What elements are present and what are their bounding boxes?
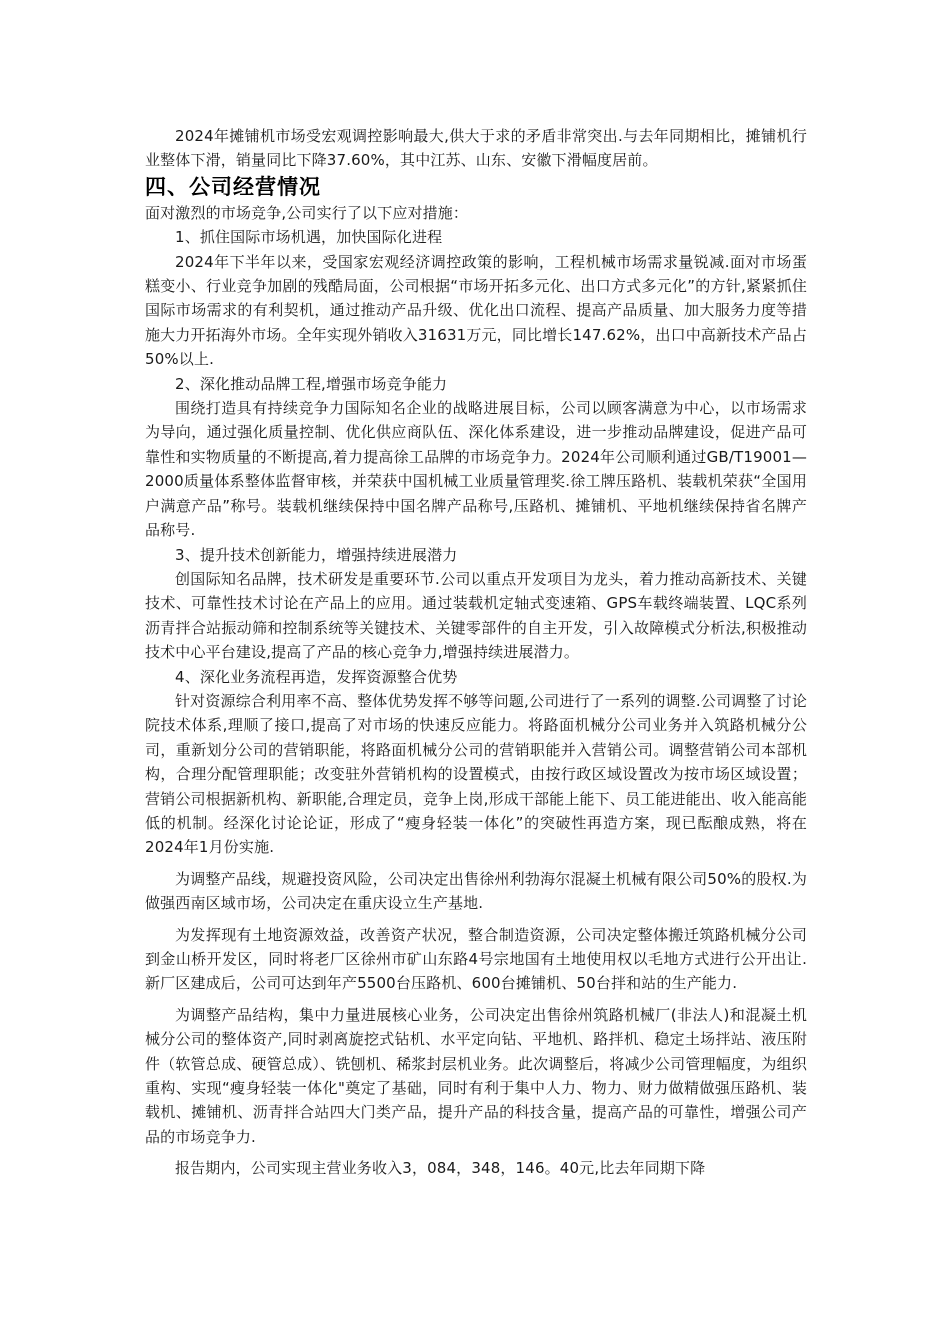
item-title-1: 1、抓住国际市场机遇，加快国际化进程 [175,228,443,247]
item-body-4: 针对资源综合利用率不高、整体优势发挥不够等问题,公司进行了一系列的调整.公司调整了讨论院技术体系,理顺了接口,提高了对市场的快速反应能力。将路面机械分公司业务并入筑路机械分公司，重新划分公司的营销职能，将路面机械分公司的营销职能并入营销公司。调整营销公司本部机构，合理分配管理职能；改变驻外营销机构的设置模式，由按行政区域设置改为按市场区域设置；营销公司根据新机构、新职能,合理定员，竞争上岗,形成干部能上能下、员工能进能出、收入能高能低的机制。经深化讨论论证，形成了“瘦身轻装一体化”的突破性再造方案，现已酝酿成熟，将在2024年1月份实施. [145,691,807,857]
item-body-1: 2024年下半年以来，受国家宏观经济调控政策的影响，工程机械市场需求量锐减.面对市场蛋糕变小、行业竞争加剧的残酷局面，公司根据“市场开拓多元化、出口方式多元化”的方针,紧紧抓住国际市场需求的有利契机，通过推动产品升级、优化出口流程、提高产品质量、加大服务力度等措施大力开拓海外市场。全年实现外销收入31631万元，同比增长147.62%，出口中高新技术产品占50%以上. [145,252,807,369]
document-body [145,124,807,1181]
item-body-3: 创国际知名品牌，技术研发是重要环节.公司以重点开发项目为龙头，着力推动高新技术、关键技术、可靠性技术讨论在产品上的应用。通过装载机定轴式变速箱、GPS车载终端装置、LQC系列沥青拌合站振动筛和控制系统等关键技术、关键零部件的自主开发，引入故障模式分析法,积极推动技术中心平台建设,提高了产品的核心竞争力,增强持续进展潜力。 [145,569,807,662]
item-body-2: 围绕打造具有持续竞争力国际知名企业的战略进展目标，公司以顾客满意为中心，以市场需求为导向，通过强化质量控制、优化供应商队伍、深化体系建设，进一步推动品牌建设，促进产品可靠性和实物质量的不断提高,着力提高徐工品牌的市场竞争力。2024年公司顺利通过GB/T19001—2000质量体系整体监督审核，并荣获中国机械工业质量管理奖.徐工牌压路机、装载机荣获“全国用户满意产品”称号。装载机继续保持中国名牌产品称号,压路机、摊铺机、平地机继续保持省名牌产品称号. [145,399,807,540]
extra-paragraph-1: 为调整产品线，规避投资风险，公司决定出售徐州利勃海尔混凝土机械有限公司50%的股权.为做强西南区域市场，公司决定在重庆设立生产基地. [145,869,807,913]
intro-paragraph: 2024年摊铺机市场受宏观调控影响最大,供大于求的矛盾非常突出.与去年同期相比，摊铺机行业整体下滑，销量同比下降37.60%，其中江苏、山东、安徽下滑幅度居前。 [145,127,807,170]
section-lead: 面对激烈的市场竞争,公司实行了以下应对措施： [145,203,469,222]
extra-paragraph-2: 为发挥现有土地资源效益，改善资产状况，整合制造资源，公司决定整体搬迁筑路机械分公司到金山桥开发区，同时将老厂区徐州市矿山东路4号宗地国有土地使用权以毛地方式进行公开出让.新厂区建成后，公司可达到年产5500台压路机、600台摊铺机、50台拌和站的生产能力. [145,925,807,993]
extra-paragraph-3: 为调整产品结构，集中力量进展核心业务，公司决定出售徐州筑路机械厂(非法人)和混凝土机械分公司的整体资产,同时剥离旋挖式钻机、水平定向钻、平地机、路拌机、稳定土场拌站、液压附件（软管总成、硬管总成）、铣刨机、稀浆封层机业务。此次调整后，将减少公司管理幅度，为组织重构、实现“瘦身轻装一体化"奠定了基础，同时有利于集中人力、物力、财力做精做强压路机、装载机、摊铺机、沥青拌合站四大门类产品，提升产品的科技含量，提高产品的可靠性，增强公司产品的市场竞争力. [145,1005,807,1146]
item-title-2: 2、深化推动品牌工程,增强市场竞争能力 [175,374,448,393]
extra-paragraph-4: 报告期内，公司实现主营业务收入3，084，348，146。40元,比去年同期下降 [175,1159,706,1178]
item-title-3: 3、提升技术创新能力，增强持续进展潜力 [175,545,458,564]
section-heading: 四、公司经营情况 [145,174,321,199]
item-title-4: 4、深化业务流程再造，发挥资源整合优势 [175,667,458,686]
